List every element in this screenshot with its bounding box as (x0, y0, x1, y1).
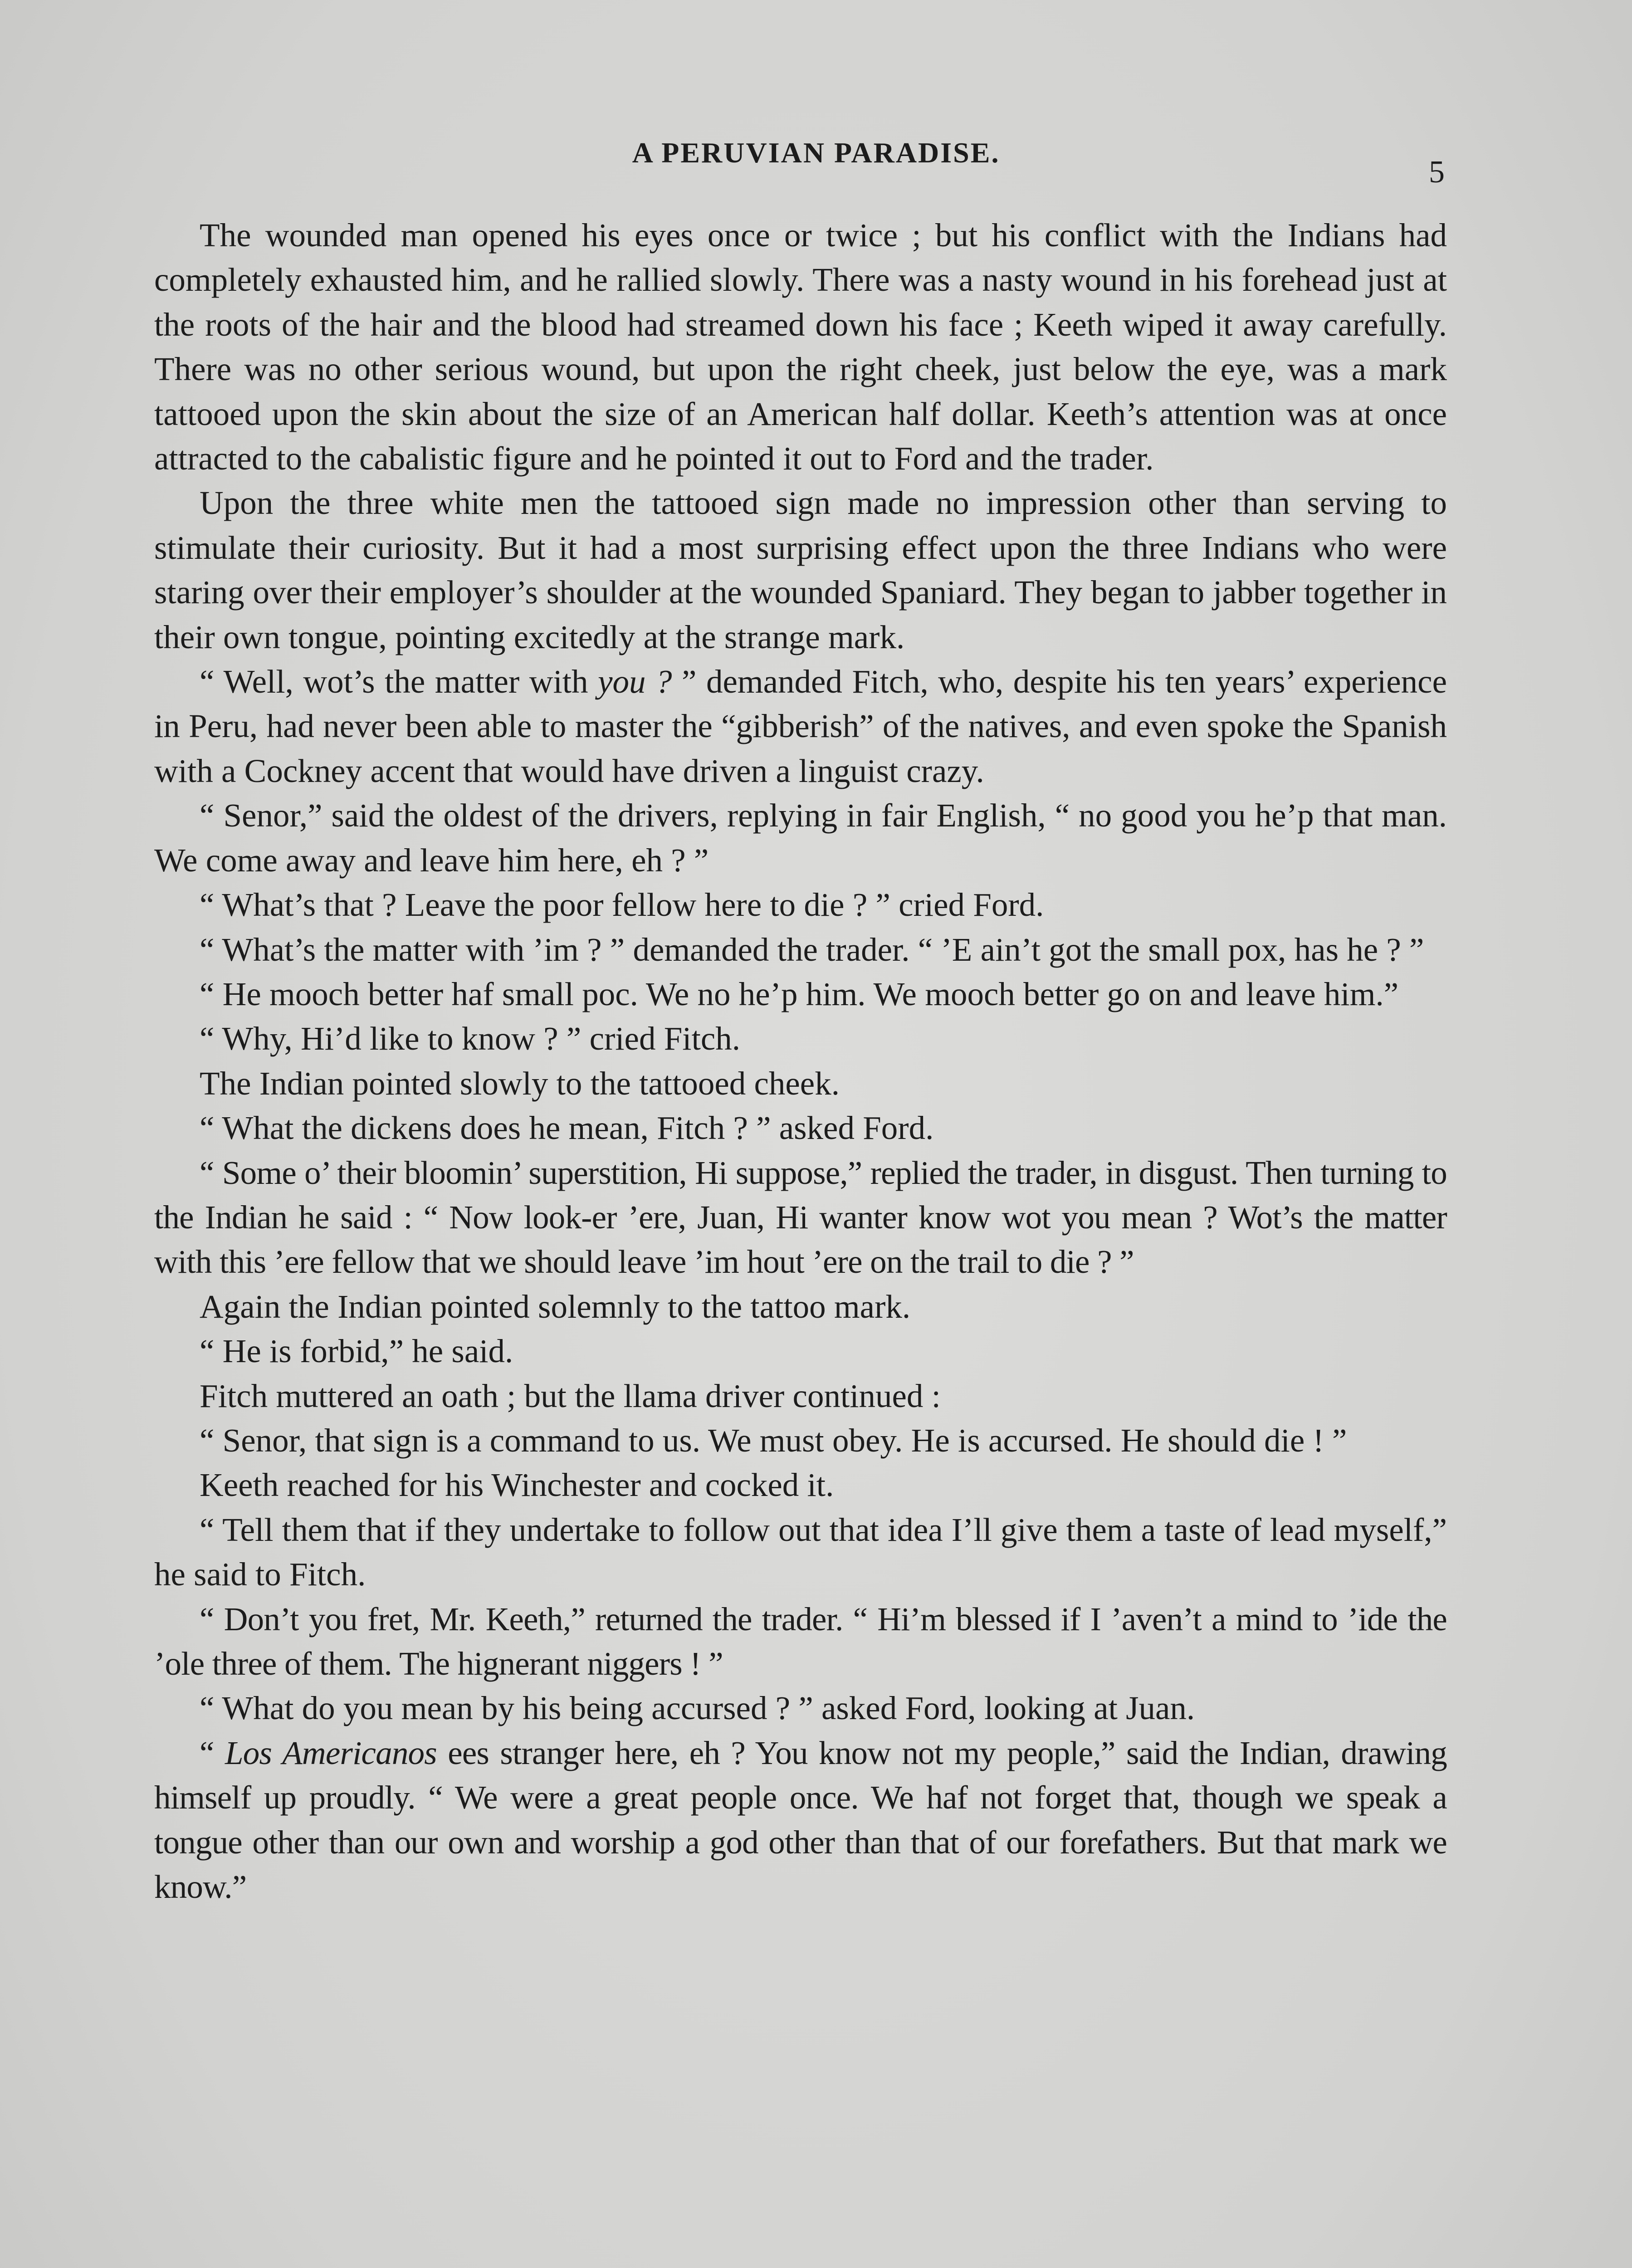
paragraph (154, 1731, 1447, 1910)
paragraph: “ What the dickens does he mean, Fitch ? ” asked Ford. (200, 1110, 934, 1147)
emphasized-text: you ? (598, 663, 672, 700)
paragraph: “ What’s that ? Leave the poor fellow here to die ? ” cried Ford. (200, 886, 1044, 924)
paragraph: Keeth reached for his Winchester and cocked it. (200, 1466, 834, 1504)
paragraph: “ Some o’ their bloomin’ superstition, Hi suppose,” replied the trader, in disgust. Then turning to the Indian he said : “ Now look-er ’ere, Juan, Hi wanter know wot you mean ? Wot’s the matter with this ’ere fellow that we should leave ’im hout ’ere on the trail to die ? ” (154, 1154, 1447, 1281)
paragraph-text: ” demanded Fitch, who, despite his ten years’ experience in Peru, had never been able to master the “gibberish” of the natives, and even spoke the Spanish with a Cockney accent that would have driven a linguist crazy. (154, 663, 1447, 789)
paragraph: Again the Indian pointed solemnly to the tattoo mark. (200, 1288, 911, 1325)
paragraph-text: “ Well, wot’s the matter with (200, 663, 598, 700)
paragraph: “ Why, Hi’d like to know ? ” cried Fitch. (200, 1020, 741, 1057)
paragraph: “ Tell them that if they undertake to follow out that idea I’ll give them a taste of lead myself,” he said to Fitch. (154, 1511, 1447, 1593)
body-text (154, 213, 1447, 1909)
paragraph-text: ees stranger here, eh ? You know not my people,” said the Indian, drawing himself up proudly. “ We were a great people once. We haf not forget that, though we speak a tongue other than our own and worship a god other than that of our forefathers. But that mark we know.” (154, 1734, 1447, 1906)
paragraph: “ What do you mean by his being accursed ? ” asked Ford, looking at Juan. (200, 1690, 1195, 1727)
paragraph: The Indian pointed slowly to the tattooed cheek. (200, 1065, 840, 1102)
paragraph: Fitch muttered an oath ; but the llama driver continued : (200, 1377, 941, 1414)
paragraph-text: “ (200, 1734, 225, 1771)
paragraph: “ Don’t you fret, Mr. Keeth,” returned the trader. “ Hi’m blessed if I ’aven’t a mind to ’ide the ’ole three of them. The hignerant niggers ! ” (154, 1600, 1447, 1682)
paragraph: The wounded man opened his eyes once or twice ; but his conflict with the Indians had completely exhausted him, and he rallied slowly. There was a nasty wound in his forehead just at the roots of the hair and the blood had streamed down his face ; Keeth wiped it away carefully. There was no other serious wound, but upon the right cheek, just below the eye, was a mark tattooed upon the skin about the size of an American half dollar. Keeth’s attention was at once attracted to the cabalistic figure and he pointed it out to Ford and the trader. (154, 217, 1447, 477)
paragraph: “ He is forbid,” he said. (200, 1333, 513, 1370)
paragraph: “ He mooch better haf small poc. We no he’p him. We mooch better go on and leave him.” (200, 975, 1399, 1012)
paragraph: “ Senor,” said the oldest of the drivers, replying in fair English, “ no good you he’p that man. We come away and leave him here, eh ? ” (154, 797, 1447, 879)
paragraph: “ What’s the matter with ’im ? ” demanded the trader. “ ’E ain’t got the small pox, has he ? ” (200, 931, 1424, 968)
paragraph (154, 660, 1447, 793)
page-number: 5 (1429, 155, 1445, 190)
paragraph: “ Senor, that sign is a command to us. We must obey. He is accursed. He should die ! ” (200, 1422, 1347, 1459)
running-title: A PERUVIAN PARADISE. (632, 137, 1000, 169)
paragraph: Upon the three white men the tattooed sign made no impression other than serving to stimulate their curiosity. But it had a most surprising effect upon the three Indians who were staring over their employer’s shoulder at the wounded Spaniard. They began to jabber together in their own tongue, pointing excitedly at the strange mark. (154, 484, 1447, 655)
emphasized-text: Los Americanos (225, 1734, 437, 1771)
